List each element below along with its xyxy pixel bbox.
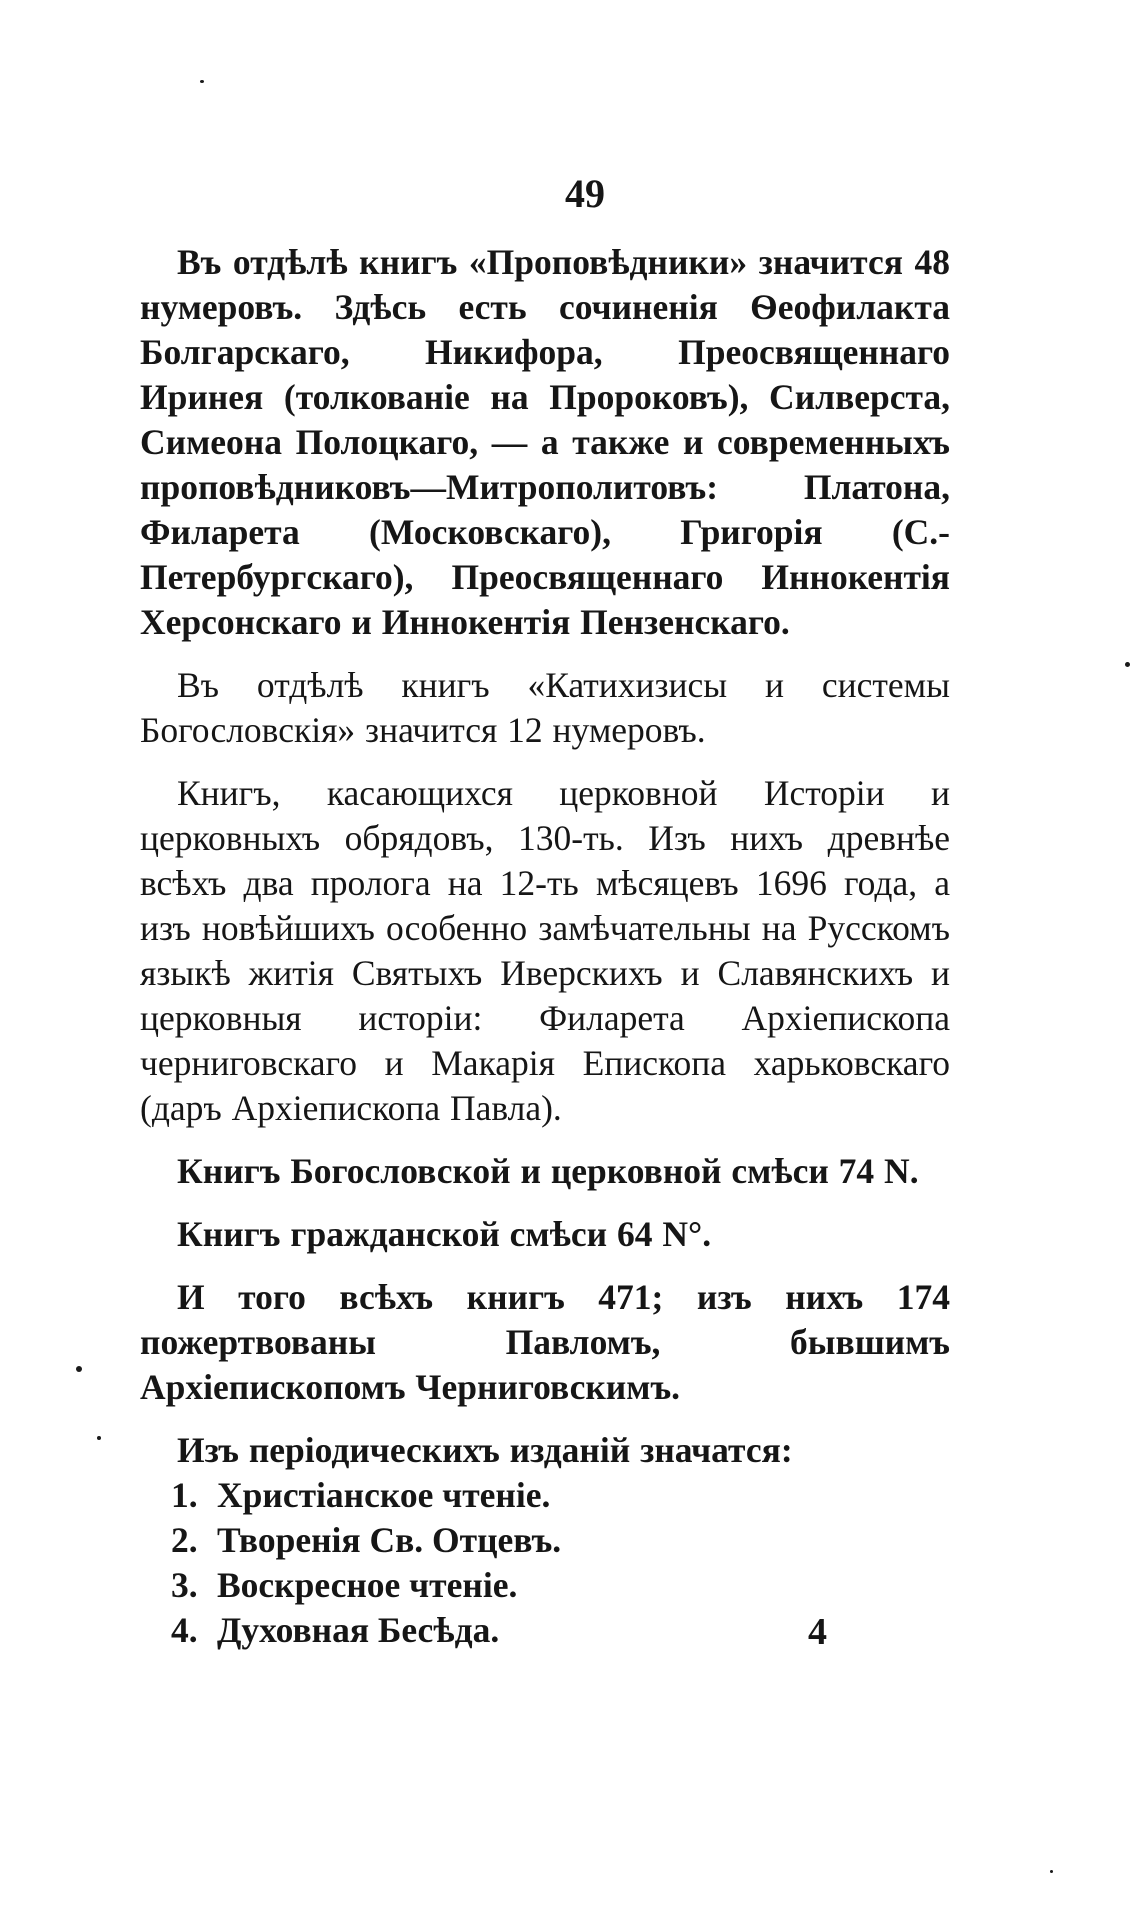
list-item-number: 2.	[171, 1520, 198, 1560]
margin-speck	[76, 1366, 82, 1372]
list-item-number: 1.	[171, 1475, 198, 1515]
list-item-title: Воскресное чтеніе.	[217, 1565, 518, 1605]
paragraph-church-history: Книгъ, касающихся церковной Исторіи и церковныхъ обрядовъ, 130-ть. Изъ нихъ древнѣе всѣхъ два пролога на 12-ть мѣсяцевъ 1696 года, а изъ новѣйшихъ особенно замѣчательны на Русскомъ языкѣ житія Святыхъ Иверскихъ и Славянскихъ и церковныя исторіи: Филарета Архіепископа черниговскаго и Макарія Епископа харьковскаго (даръ Архіепископа Павла).	[140, 773, 950, 1128]
paragraph-preachers: Въ отдѣлѣ книгъ «Проповѣдники» значится 48 нумеровъ. Здѣсь есть сочиненія Ѳеофилакта Болгарскаго, Никифора, Преосвященнаго Иринея (толкованіе на Пророковъ), Силверста, Симеона Полоцкаго, — а также и современныхъ проповѣдниковъ—Митрополитовъ: Платона, Филарета (Московскаго), Григорія (С.-Петербургскаго), Преосвященнаго Иннокентія Херсонскаго и Иннокентія Пензенскаго.	[140, 242, 950, 642]
list-item-title: Духовная Бесѣда.	[217, 1610, 500, 1650]
margin-speck	[1125, 662, 1130, 667]
paragraph-periodicals-intro: Изъ періодическихъ изданій значатся:	[177, 1430, 793, 1470]
list-item	[140, 1473, 950, 1518]
list-item-title: Творенія Св. Отцевъ.	[217, 1520, 562, 1560]
document-body	[140, 240, 950, 1653]
periodicals-list	[140, 1473, 950, 1653]
margin-speck	[97, 1436, 101, 1440]
paragraph-catechisms: Въ отдѣлѣ книгъ «Катихизисы и системы Богословскія» значится 12 нумеровъ.	[140, 665, 950, 750]
paragraph-total: И того всѣхъ книгъ 471; изъ нихъ 174 пожертвованы Павломъ, бывшимъ Архіепископомъ Черниговскимъ.	[140, 1277, 950, 1407]
page-number: 49	[565, 171, 605, 216]
margin-speck	[1050, 1870, 1053, 1873]
list-item	[140, 1563, 950, 1608]
list-item-title: Христіанское чтеніе.	[217, 1475, 551, 1515]
list-item-number: 3.	[171, 1565, 198, 1605]
list-item	[140, 1518, 950, 1563]
list-item	[140, 1608, 950, 1653]
margin-speck	[200, 80, 204, 83]
paragraph-theological-miscellany: Книгъ Богословской и церковной смѣси 74 N.	[177, 1151, 919, 1191]
signature-mark: 4	[808, 1611, 827, 1653]
list-item-number: 4.	[171, 1610, 198, 1650]
paragraph-civil-miscellany: Книгъ гражданской смѣси 64 N°.	[177, 1214, 712, 1254]
